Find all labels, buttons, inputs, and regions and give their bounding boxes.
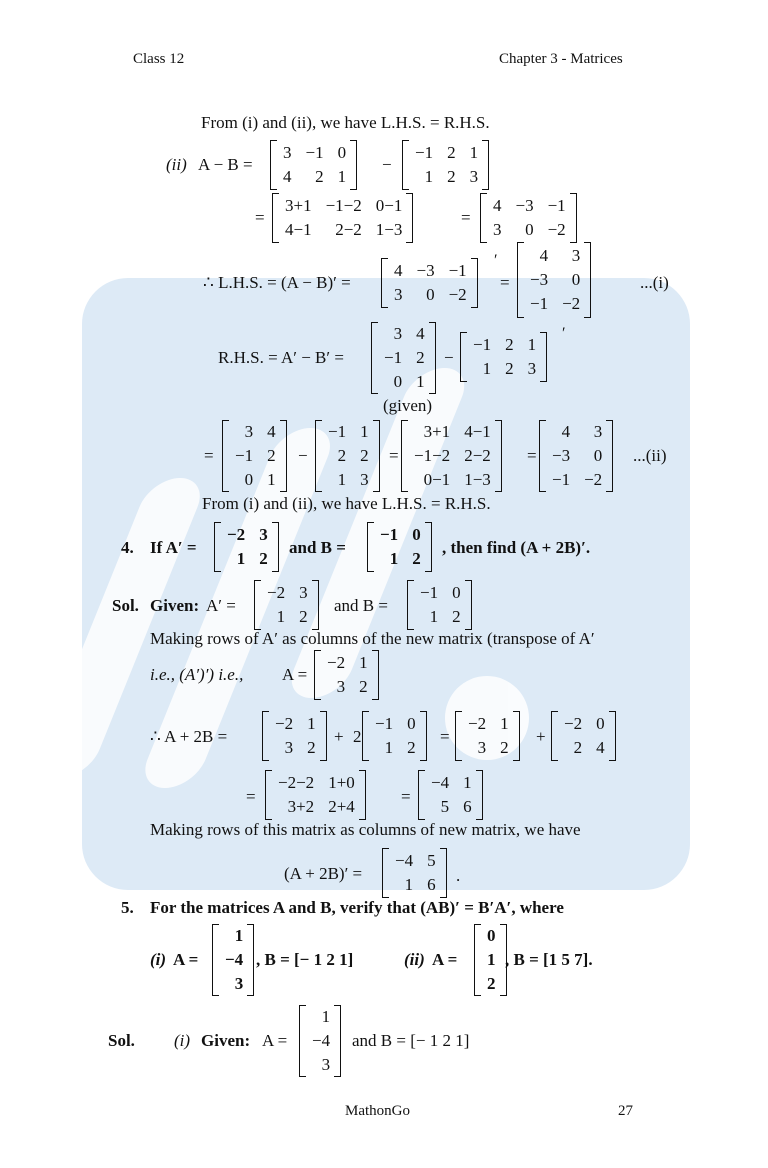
sol4-given: Given:: [150, 596, 200, 615]
matrix-cell: 3: [259, 525, 268, 544]
matrix-cell: −2: [327, 653, 346, 672]
equals-sign: =: [461, 208, 471, 227]
rhs-label: R.H.S. = A′ − B′ =: [218, 348, 344, 367]
matrix-cell: 1: [276, 607, 286, 626]
matrix-cell: 1: [359, 653, 368, 672]
matrix-cell: 3: [244, 422, 254, 441]
matrix-cell: −1: [552, 470, 571, 489]
matrix-cell: 2: [500, 738, 509, 757]
matrix-cell: −1: [305, 143, 324, 162]
matrix-cell: 3: [394, 285, 403, 304]
matrix-At-copy: [222, 420, 287, 492]
matrix-cell: −2: [448, 285, 467, 304]
bracket-right: [272, 522, 279, 572]
matrix-cell: 1: [487, 950, 496, 969]
q5-b1: , B = [− 1 2 1]: [256, 950, 354, 969]
header-chapter: Chapter 3 - Matrices: [499, 51, 623, 67]
matrix-cell: 0: [337, 143, 347, 162]
matrix-cell: 1: [463, 773, 472, 792]
bracket-right: [570, 193, 577, 243]
matrix-cell: 3: [336, 677, 346, 696]
matrix-cell: 4: [493, 196, 502, 215]
bracket-right: [429, 322, 436, 394]
matrix-cell: 2: [315, 167, 324, 186]
sol4-matrix-B: [407, 580, 472, 630]
bracket-left: [460, 332, 467, 382]
matrix-cell: 2: [452, 607, 461, 626]
bracket-right: [372, 650, 379, 700]
q5-number: 5.: [121, 898, 134, 917]
plus-sign: +: [334, 727, 344, 746]
matrix-cell: 3: [283, 143, 292, 162]
q4-text-c: , then find (A + 2B)′.: [442, 538, 591, 557]
matrix-cell: −3: [530, 270, 549, 289]
matrix-cell: −2: [564, 714, 583, 733]
matrix-cell: 1: [469, 143, 479, 162]
matrix-cell: 2−2: [335, 220, 362, 239]
bracket-right: [359, 770, 366, 820]
sol5-i: (i): [174, 1031, 191, 1050]
bracket-left: [367, 522, 374, 572]
matrix-cell: 2: [416, 348, 425, 367]
matrix-res1-copy: [381, 258, 478, 308]
matrix-cell: 1: [404, 875, 414, 894]
sol5-matrix-A: [299, 1005, 341, 1077]
bracket-right: [482, 140, 489, 190]
bracket-right: [406, 193, 413, 243]
matrix-cell: 0: [412, 525, 421, 544]
matrix-cell: 1: [527, 335, 537, 354]
matrix-cell: 2−2: [464, 446, 491, 465]
sol5-a-eq: A =: [262, 1031, 288, 1050]
matrix-cell: 5: [440, 797, 450, 816]
matrix-cell: 1: [482, 359, 492, 378]
bracket-left: [418, 770, 425, 820]
bracket-left: [262, 711, 269, 761]
given-note: (given): [383, 396, 433, 415]
matrix-cell: 1: [389, 549, 399, 568]
from-line-2: From (i) and (ii), we have L.H.S. = R.H.S.: [202, 494, 491, 513]
sol5-and-b: and B = [− 1 2 1]: [352, 1031, 470, 1050]
sol5-label: Sol.: [108, 1031, 135, 1050]
matrix-cell: 3: [360, 470, 369, 489]
sol5-given: Given:: [201, 1031, 251, 1050]
matrix-cell: −4: [395, 851, 414, 870]
bracket-left: [214, 522, 221, 572]
matrix-cell: 1: [321, 1007, 331, 1026]
matrix-cell: 3: [527, 359, 537, 378]
matrix-cell: 1−3: [464, 470, 491, 489]
matrix-cell: 4: [561, 422, 571, 441]
matrix-cell: −1: [375, 714, 394, 733]
prime-mark: ′: [494, 252, 498, 269]
bracket-right: [440, 848, 447, 898]
matrix-cell: 5: [427, 851, 436, 870]
matrix-cell: −4: [431, 773, 450, 792]
tag-i: ...(i): [640, 273, 669, 292]
matrix-cell: 0: [525, 220, 534, 239]
matrix-cell: −1: [235, 446, 254, 465]
bracket-right: [609, 711, 616, 761]
matrix-cell: 2: [360, 446, 369, 465]
matrix-sum1: [272, 193, 413, 243]
matrix-cell: 4: [283, 167, 292, 186]
prime-mark: ′: [562, 325, 566, 342]
matrix-cell: 0: [596, 714, 605, 733]
matrix-cell: 4: [416, 324, 425, 343]
bracket-right: [320, 711, 327, 761]
q4-text-b: and B =: [289, 538, 346, 557]
matrix-cell: 0−1: [375, 196, 403, 215]
matrix-cell: 1: [337, 167, 347, 186]
bracket-right: [373, 420, 380, 492]
q5-i: (i): [150, 950, 167, 969]
matrix-cell: −2: [547, 220, 566, 239]
sol4-matrix-A-copy: [262, 711, 327, 761]
sol4-matrix-2B: [551, 711, 616, 761]
sol4-final-lhs: (A + 2B)′ =: [284, 864, 363, 883]
q5-a-eq-2: A =: [432, 950, 458, 969]
matrix-cell: 1: [424, 167, 434, 186]
period: .: [456, 866, 461, 885]
matrix-cell: 0: [487, 926, 496, 945]
matrix-cell: −2: [275, 714, 294, 733]
bracket-right: [425, 522, 432, 572]
matrix-cell: 2: [299, 607, 308, 626]
matrix-cell: −1: [384, 348, 403, 367]
matrix-cell: 4−1: [285, 220, 312, 239]
matrix-cell: 4−1: [464, 422, 491, 441]
matrix-cell: 4: [596, 738, 605, 757]
bracket-left: [539, 420, 546, 492]
matrix-A: [270, 140, 357, 190]
matrix-cell: 3: [469, 167, 479, 186]
plus-sign: +: [536, 727, 546, 746]
bracket-left: [314, 650, 321, 700]
equals-sign: =: [246, 787, 256, 806]
matrix-cell: 1: [416, 372, 425, 391]
matrix-Bt: [315, 420, 380, 492]
lhs-label: ∴ L.H.S. = (A − B)′ =: [203, 273, 351, 292]
matrix-cell: −1−2: [414, 446, 451, 465]
bracket-right: [280, 420, 287, 492]
matrix-cell: 2: [487, 974, 496, 993]
matrix-cell: 1: [307, 714, 316, 733]
equals-sign: =: [440, 727, 450, 746]
matrix-cell: 3: [234, 974, 244, 993]
matrix-cell: 2: [307, 738, 316, 757]
matrix-At: [371, 322, 436, 394]
bracket-left: [270, 140, 277, 190]
sol4-matrix-A: [314, 650, 379, 700]
q5-matrix-A2: [474, 924, 507, 996]
bracket-left: [265, 770, 272, 820]
matrix-cell: −1: [530, 294, 549, 313]
matrix-cell: −1: [547, 196, 566, 215]
bracket-left: [551, 711, 558, 761]
sol4-and-b: and B =: [334, 596, 388, 615]
equals-sign: =: [527, 446, 537, 465]
q4-number: 4.: [121, 538, 134, 557]
bracket-left: [455, 711, 462, 761]
matrix-cell: −2−2: [278, 773, 315, 792]
matrix-cell: −4: [312, 1031, 331, 1050]
matrix-B-copy: [460, 332, 547, 382]
bracket-right: [350, 140, 357, 190]
matrix-res2: [539, 420, 613, 492]
sol4-matrix-sum: [265, 770, 366, 820]
matrix-cell: −1: [473, 335, 492, 354]
bracket-left: [517, 242, 524, 318]
sol4-a-eq: A =: [282, 665, 308, 684]
matrix-cell: −1−2: [325, 196, 362, 215]
matrix-cell: 2: [447, 143, 456, 162]
bracket-left: [480, 193, 487, 243]
matrix-cell: 0: [571, 270, 581, 289]
two-coefficient: 2: [353, 727, 362, 746]
matrix-cell: 1: [429, 607, 439, 626]
matrix-res1t: [517, 242, 591, 318]
matrix-cell: 1: [337, 470, 347, 489]
matrix-cell: 3: [321, 1055, 331, 1074]
matrix-cell: 2: [359, 677, 368, 696]
matrix-cell: 2: [267, 446, 276, 465]
q4-text-a: If A′ =: [150, 538, 197, 557]
q5-matrix-A1: [212, 924, 254, 996]
from-line-1: From (i) and (ii), we have L.H.S. = R.H.S.: [201, 113, 490, 132]
q4-matrix-Ap: [214, 522, 279, 572]
q4-matrix-B: [367, 522, 432, 572]
matrix-res1: [480, 193, 577, 243]
bracket-left: [212, 924, 219, 996]
sol4-matrix-A-copy2: [455, 711, 520, 761]
bracket-right: [471, 258, 478, 308]
bracket-left: [254, 580, 261, 630]
sol4-making2: Making rows of this matrix as columns of new matrix, we have: [150, 820, 581, 839]
bracket-left: [222, 420, 229, 492]
matrix-cell: 2: [505, 335, 514, 354]
matrix-cell: 3: [284, 738, 294, 757]
bracket-right: [495, 420, 502, 492]
equals-sign: =: [500, 273, 510, 292]
bracket-left: [402, 140, 409, 190]
tag-ii: ...(ii): [633, 446, 667, 465]
bracket-right: [540, 332, 547, 382]
page-number: 27: [618, 1103, 633, 1119]
bracket-left: [381, 258, 388, 308]
sol4-therefore: ∴ A + 2B =: [150, 727, 228, 746]
bracket-right: [584, 242, 591, 318]
matrix-cell: 1: [236, 549, 246, 568]
sol4-matrix-res: [418, 770, 483, 820]
minus-sign: −: [298, 446, 308, 465]
matrix-cell: −2: [227, 525, 246, 544]
matrix-cell: 2: [337, 446, 347, 465]
matrix-cell: 3: [571, 246, 581, 265]
matrix-cell: 4: [267, 422, 276, 441]
matrix-cell: 0: [244, 470, 254, 489]
q5-a-eq: A =: [173, 950, 199, 969]
matrix-cell: 3: [393, 324, 403, 343]
equals-sign: =: [389, 446, 399, 465]
matrix-cell: 3: [477, 738, 487, 757]
matrix-cell: 6: [427, 875, 436, 894]
matrix-cell: −2: [584, 470, 603, 489]
minus-sign: −: [444, 348, 454, 367]
sol4-matrix-final: [382, 848, 447, 898]
bracket-right: [476, 770, 483, 820]
bracket-right: [247, 924, 254, 996]
bracket-left: [315, 420, 322, 492]
bracket-right: [465, 580, 472, 630]
bracket-left: [371, 322, 378, 394]
matrix-cell: 1−3: [375, 220, 403, 239]
matrix-cell: 4: [394, 261, 403, 280]
bracket-right: [513, 711, 520, 761]
matrix-cell: 2: [573, 738, 583, 757]
matrix-cell: 1: [500, 714, 509, 733]
matrix-cell: 2: [407, 738, 416, 757]
bracket-right: [420, 711, 427, 761]
bracket-left: [362, 711, 369, 761]
matrix-cell: 0: [426, 285, 435, 304]
matrix-cell: 1+0: [328, 773, 355, 792]
matrix-cell: 0: [593, 446, 603, 465]
matrix-cell: −1: [328, 422, 347, 441]
sol4-making: Making rows of A′ as columns of the new matrix (transpose of A′: [150, 629, 595, 648]
amb-label: A − B =: [198, 155, 253, 174]
equals-sign: =: [255, 208, 265, 227]
matrix-cell: 2: [412, 549, 421, 568]
minus-sign: −: [382, 155, 392, 174]
matrix-cell: 1: [267, 470, 276, 489]
matrix-cell: 6: [463, 797, 472, 816]
matrix-cell: 2: [259, 549, 268, 568]
bracket-right: [312, 580, 319, 630]
matrix-cell: 2+4: [328, 797, 355, 816]
matrix-cell: 3+1: [423, 422, 451, 441]
matrix-cell: −1: [380, 525, 399, 544]
matrix-cell: 3: [493, 220, 502, 239]
footer-brand: MathonGo: [345, 1103, 410, 1119]
sol4-label: Sol.: [112, 596, 139, 615]
equals-sign: =: [204, 446, 214, 465]
q5-b2: , B = [1 5 7].: [505, 950, 593, 969]
matrix-cell: 3: [299, 583, 308, 602]
matrix-cell: −3: [552, 446, 571, 465]
sol4-matrix-Ap: [254, 580, 319, 630]
matrix-cell: −1: [415, 143, 434, 162]
matrix-cell: 0: [452, 583, 461, 602]
bracket-left: [474, 924, 481, 996]
sol4-ie: i.e., (A′)′) i.e.,: [150, 665, 244, 684]
bracket-left: [299, 1005, 306, 1077]
matrix-cell: −2: [468, 714, 487, 733]
matrix-cell: −1: [420, 583, 439, 602]
bracket-right: [334, 1005, 341, 1077]
matrix-sum2: [401, 420, 502, 492]
ii-label: (ii): [166, 155, 187, 174]
matrix-cell: 2: [505, 359, 514, 378]
matrix-cell: −3: [416, 261, 435, 280]
matrix-cell: 3: [593, 422, 603, 441]
equals-sign: =: [401, 787, 411, 806]
bracket-left: [382, 848, 389, 898]
matrix-cell: 3+2: [287, 797, 315, 816]
matrix-cell: −3: [515, 196, 534, 215]
matrix-cell: −2: [562, 294, 581, 313]
matrix-B: [402, 140, 489, 190]
q5-text: For the matrices A and B, verify that (AB)′ = B′A′, where: [150, 898, 564, 917]
header-class: Class 12: [133, 51, 185, 67]
bracket-left: [401, 420, 408, 492]
matrix-cell: 3+1: [285, 196, 312, 215]
bracket-left: [272, 193, 279, 243]
matrix-cell: 1: [234, 926, 244, 945]
sol4-ap: A′ =: [206, 596, 236, 615]
matrix-cell: 1: [360, 422, 369, 441]
matrix-cell: 0: [393, 372, 403, 391]
matrix-cell: −1: [448, 261, 467, 280]
q5-ii: (ii): [404, 950, 425, 969]
matrix-cell: 0−1: [423, 470, 451, 489]
matrix-cell: 4: [539, 246, 549, 265]
sol4-matrix-B-copy: [362, 711, 427, 761]
matrix-cell: 2: [447, 167, 456, 186]
matrix-cell: 1: [384, 738, 394, 757]
bracket-left: [407, 580, 414, 630]
matrix-cell: −2: [267, 583, 286, 602]
bracket-right: [606, 420, 613, 492]
matrix-cell: −4: [225, 950, 244, 969]
matrix-cell: 0: [407, 714, 416, 733]
